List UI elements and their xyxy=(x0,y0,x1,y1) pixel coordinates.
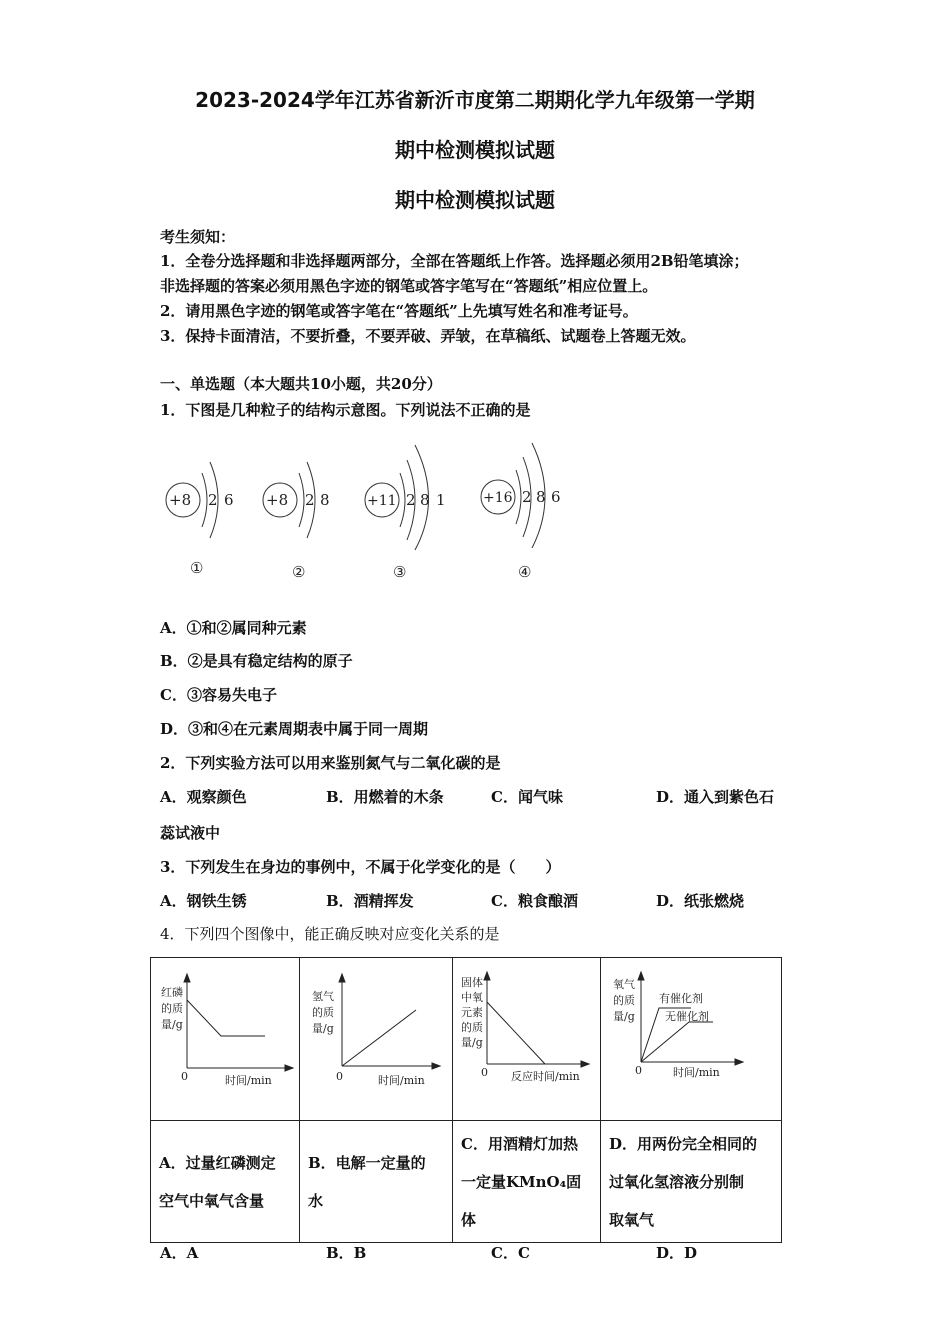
graph-d xyxy=(601,958,781,1116)
label: 水 xyxy=(308,1191,324,1210)
legend-catalyst: 有催化剂 xyxy=(659,992,703,1005)
graph-line xyxy=(487,1002,545,1064)
question-2-stem: 2．下列实验方法可以用来鉴别氮气与二氧化碳的是 xyxy=(160,754,501,772)
notice-line: 1．全卷分选择题和非选择题两部分，全部在答题纸上作答。选择题必须用2B铅笔填涂； xyxy=(160,252,749,270)
title-line-1: 2023-2024学年江苏省新沂市度第二期期化学九年级第一学期 xyxy=(195,88,755,112)
description-d xyxy=(601,1121,782,1243)
nucleus-charge: +8 xyxy=(266,491,289,509)
label: 量/g xyxy=(613,1010,635,1023)
graph-line xyxy=(187,1000,265,1036)
description-b xyxy=(300,1121,453,1243)
shell-electrons: 1 xyxy=(436,491,446,509)
graph-cell-a xyxy=(151,958,300,1121)
option-b: B．B xyxy=(326,1244,367,1262)
graphs-table xyxy=(150,957,782,1243)
option-d: D．通入到紫色石 xyxy=(656,788,775,806)
graph-cell-c xyxy=(453,958,601,1121)
notice-line: 非选择题的答案必须用黑色字迹的钢笔或答字笔写在“答题纸”相应位置上。 xyxy=(160,277,658,295)
shell-electrons: 8 xyxy=(320,491,330,509)
particle-diagrams xyxy=(150,440,580,590)
graph-cell-b xyxy=(300,958,453,1121)
graph-line-no-catalyst xyxy=(641,1022,713,1062)
legend-no-catalyst: 无催化剂 xyxy=(665,1010,709,1023)
label: 量/g xyxy=(161,1018,183,1031)
label: 中氧 xyxy=(461,991,483,1004)
description-c xyxy=(453,1121,601,1243)
label: 固体 xyxy=(461,976,483,989)
option-c: C．闻气味 xyxy=(491,788,563,806)
particle-label: ④ xyxy=(518,563,532,581)
section-heading: 一、单选题（本大题共10小题，共20分） xyxy=(160,375,442,393)
label: 量/g xyxy=(461,1036,483,1049)
notice-line: 3．保持卡面清洁，不要折叠，不要弄破、弄皱，在草稿纸、试题卷上答题无效。 xyxy=(160,327,696,345)
label: 元素 xyxy=(461,1006,483,1019)
label: 反应时间/min xyxy=(511,1070,580,1083)
graph-cell-d xyxy=(601,958,782,1121)
title-line-3: 期中检测模拟试题 xyxy=(395,188,555,212)
notice-line: 2．请用黑色字迹的钢笔或答字笔在“答题纸”上先填写姓名和准考证号。 xyxy=(160,302,638,320)
label: 0 xyxy=(635,1064,642,1077)
label: 量/g xyxy=(312,1022,334,1035)
graph-b xyxy=(300,958,452,1116)
shell-electrons: 6 xyxy=(224,491,234,509)
particle-label: ② xyxy=(292,563,306,581)
shell-electrons: 8 xyxy=(536,488,546,506)
label: 时间/min xyxy=(673,1066,720,1079)
label: 0 xyxy=(481,1066,488,1079)
label: 时间/min xyxy=(378,1074,425,1087)
question-1-stem: 1．下图是几种粒子的结构示意图。下列说法不正确的是 xyxy=(160,401,531,419)
label: 的质 xyxy=(461,1021,483,1034)
shell-electrons: 2 xyxy=(406,491,416,509)
label: 取氧气 xyxy=(609,1210,655,1229)
option-b: B．用燃着的木条 xyxy=(326,788,444,806)
label: 过氧化氢溶液分别制 xyxy=(609,1172,745,1191)
option-a: A．观察颜色 xyxy=(160,788,247,806)
label: 0 xyxy=(181,1070,188,1083)
option-d: D．纸张燃烧 xyxy=(656,892,745,910)
description-a xyxy=(151,1121,300,1243)
label: 氧气 xyxy=(613,978,635,991)
option-b: B．酒精挥发 xyxy=(326,892,414,910)
label: 的质 xyxy=(613,994,635,1007)
shell-electrons: 2 xyxy=(305,491,315,509)
shell-electrons: 8 xyxy=(420,491,430,509)
label: A．过量红磷测定 xyxy=(159,1153,276,1172)
question-3-stem: 3．下列发生在身边的事例中，不属于化学变化的是（ ） xyxy=(160,858,561,876)
label: 氢气 xyxy=(312,990,334,1003)
label: 时间/min xyxy=(225,1074,272,1087)
notice-heading: 考生须知： xyxy=(160,228,236,246)
option-a: A．A xyxy=(160,1244,199,1262)
nucleus-charge: +8 xyxy=(169,491,192,509)
label: 0 xyxy=(336,1070,343,1083)
label: D．用两份完全相同的 xyxy=(609,1134,758,1153)
shell-electrons: 6 xyxy=(551,488,561,506)
option-a: A．钢铁生锈 xyxy=(160,892,247,910)
option-d-continuation: 蕊试液中 xyxy=(160,824,221,842)
graph-a xyxy=(151,958,299,1116)
option-d: D．D xyxy=(656,1244,698,1262)
question-4-stem: 4．下列四个图像中，能正确反映对应变化关系的是 xyxy=(160,925,500,943)
particle-label: ③ xyxy=(393,563,407,581)
graph-c xyxy=(453,958,600,1116)
title-line-2: 期中检测模拟试题 xyxy=(395,138,555,162)
option-d: D．③和④在元素周期表中属于同一周期 xyxy=(160,720,429,738)
label: C．用酒精灯加热 xyxy=(461,1134,578,1153)
shell-electrons: 2 xyxy=(208,491,218,509)
label: 的质 xyxy=(312,1006,334,1019)
label: 红磷 xyxy=(161,986,183,999)
label: B．电解一定量的 xyxy=(308,1153,426,1172)
shell-electrons: 2 xyxy=(522,488,532,506)
label: 的质 xyxy=(161,1002,183,1015)
option-c: C．③容易失电子 xyxy=(160,686,277,704)
particle-label: ① xyxy=(190,559,204,577)
nucleus-charge: +16 xyxy=(483,490,513,506)
option-c: C．粮食酿酒 xyxy=(491,892,578,910)
nucleus-charge: +11 xyxy=(367,493,397,509)
graph-line xyxy=(342,1010,416,1066)
option-b: B．②是具有稳定结构的原子 xyxy=(160,652,353,670)
option-c: C．C xyxy=(491,1244,530,1262)
option-a: A．①和②属同种元素 xyxy=(160,619,307,637)
label: 一定量KMnO₄固体 xyxy=(461,1172,582,1229)
label: 空气中氧气含量 xyxy=(159,1191,265,1210)
